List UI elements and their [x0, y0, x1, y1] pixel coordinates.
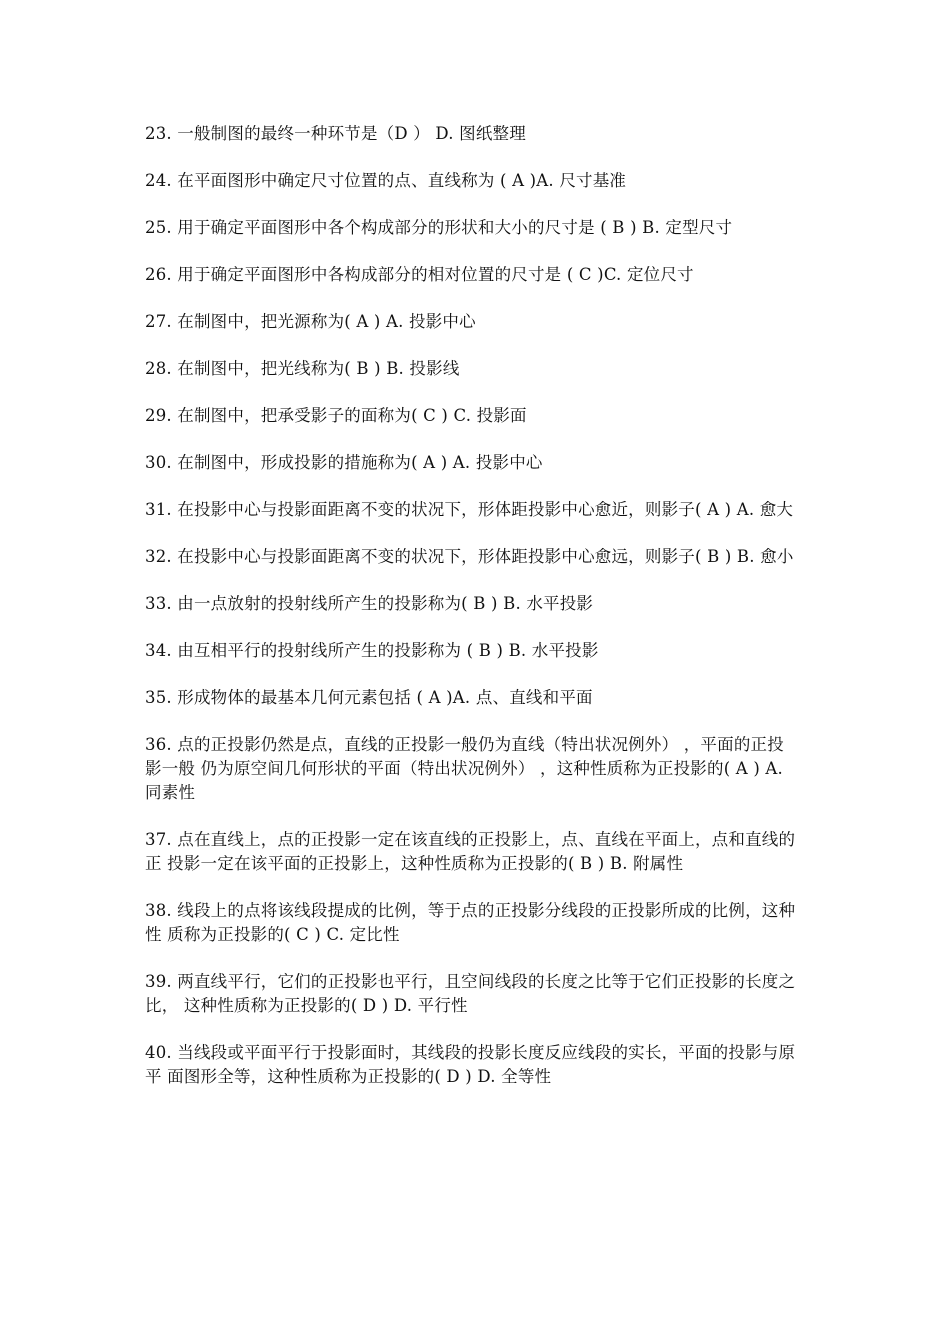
question-36: 36. 点的正投影仍然是点，直线的正投影一般仍为直线（特出状况例外） ，平面的正投影一般 仍为原空间几何形状的平面（特出状况例外） ，这种性质称为正投影的( A ) A. 同素性 — [145, 735, 784, 802]
question-40: 40. 当线段或平面平行于投影面时，其线段的投影长度反应线段的实长，平面的投影与原平 面图形全等，这种性质称为正投影的( D ) D. 全等性 — [145, 1043, 796, 1086]
question-35: 35. 形成物体的最基本几何元素包括 ( A )A. 点、直线和平面 — [145, 688, 593, 707]
question-30: 30. 在制图中，形成投影的措施称为( A ) A. 投影中心 — [145, 453, 543, 472]
question-39: 39. 两直线平行，它们的正投影也平行，且空间线段的长度之比等于它们正投影的长度之比， 这种性质称为正投影的( D ) D. 平行性 — [145, 972, 796, 1015]
question-27: 27. 在制图中，把光源称为( A ) A. 投影中心 — [145, 312, 476, 331]
question-24: 24. 在平面图形中确定尺寸位置的点、直线称为 ( A )A. 尺寸基准 — [145, 171, 627, 190]
question-25: 25. 用于确定平面图形中各个构成部分的形状和大小的尺寸是 ( B ) B. 定型尺寸 — [145, 218, 733, 237]
question-37: 37. 点在直线上，点的正投影一定在该直线的正投影上，点、直线在平面上，点和直线的正 投影一定在该平面的正投影上，这种性质称为正投影的( B ) B. 附属性 — [145, 830, 796, 873]
question-33: 33. 由一点放射的投射线所产生的投影称为( B ) B. 水平投影 — [145, 594, 594, 613]
question-32: 32. 在投影中心与投影面距离不变的状况下，形体距投影中心愈远，则影子( B ) B. 愈小 — [145, 547, 794, 566]
question-29: 29. 在制图中，把承受影子的面称为( C ) C. 投影面 — [145, 406, 527, 425]
question-26: 26. 用于确定平面图形中各构成部分的相对位置的尺寸是 ( C )C. 定位尺寸 — [145, 265, 694, 284]
question-34: 34. 由互相平行的投射线所产生的投影称为 ( B ) B. 水平投影 — [145, 641, 599, 660]
question-28: 28. 在制图中，把光线称为( B ) B. 投影线 — [145, 359, 460, 378]
question-23: 23. 一般制图的最终一种环节是（D ） D. 图纸整理 — [145, 124, 526, 143]
question-31: 31. 在投影中心与投影面距离不变的状况下，形体距投影中心愈近，则影子( A ) A. 愈大 — [145, 500, 794, 519]
question-38: 38. 线段上的点将该线段提成的比例，等于点的正投影分线段的正投影所成的比例，这种性 质称为正投影的( C ) C. 定比性 — [145, 901, 796, 944]
document-page — [145, 122, 800, 1112]
